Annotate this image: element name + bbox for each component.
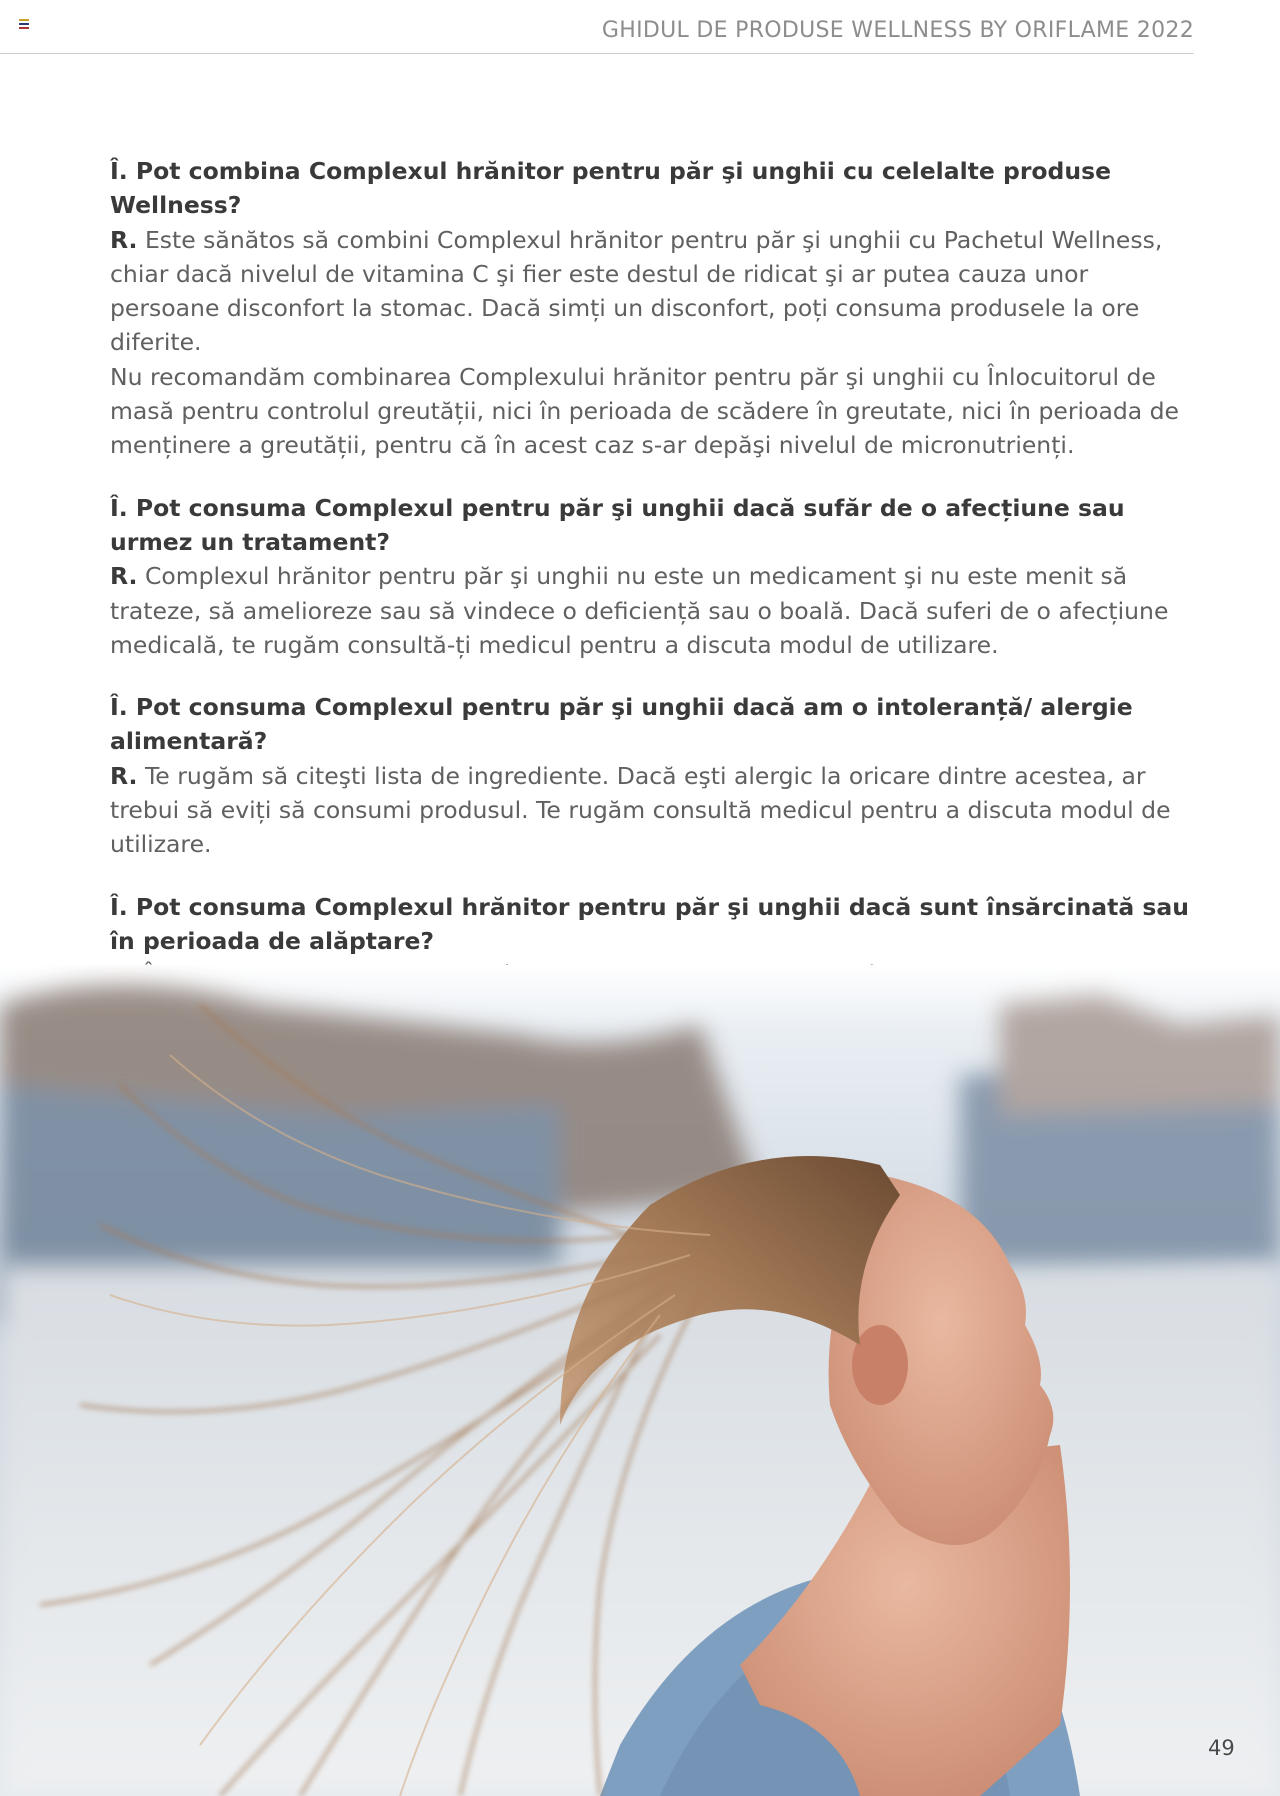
faq-answer — [110, 223, 1190, 360]
faq-item — [110, 491, 1190, 662]
menu-icon[interactable] — [19, 19, 29, 27]
faq-answer — [110, 759, 1190, 862]
faq-answer — [110, 559, 1190, 662]
faq-item — [110, 154, 1190, 463]
answer-label: R. — [110, 562, 138, 591]
answer-label: R. — [110, 761, 138, 790]
header-divider — [0, 53, 1194, 54]
answer-label: R. — [110, 225, 138, 254]
faq-answer-extra: Nu recomandăm combinarea Complexului hrănitor pentru păr şi unghii cu Înlocuitorul de masă pentru controlul greutății, nici în perioada de scădere în greutate, nici în perioada de menținere a greutății, pentru că în acest caz s-ar depăşi nivelul de micronutrienți. — [110, 362, 1180, 460]
faq-question: Î. Pot combina Complexul hrănitor pentru păr şi unghii cu celelalte produse Wellness? — [110, 157, 1112, 220]
header-title: GHIDUL DE PRODUSE WELLNESS BY ORIFLAME 2022 — [601, 18, 1194, 43]
answer-text: Complexul hrănitor pentru păr şi unghii nu este un medicament şi nu este menit să trateze, să amelioreze sau să vindece o deficiență sau o boală. Dacă suferi de o afecțiune medicală, te rugăm consultă-ți medicul pentru a discuta modul de utilizare. — [110, 562, 1169, 659]
page-number: 49 — [1208, 1736, 1235, 1760]
faq-question: Î. Pot consuma Complexul hrănitor pentru păr şi unghii dacă sunt însărcinată sau în perioada de alăptare? — [110, 892, 1189, 955]
faq-question: Î. Pot consuma Complexul pentru păr şi unghii dacă am o intoleranță/ alergie alimentară? — [110, 693, 1133, 756]
page-header — [0, 0, 1280, 56]
woman-wind-hair-photo — [0, 965, 1280, 1796]
faq-question: Î. Pot consuma Complexul pentru păr şi unghii dacă sufăr de o afecțiune sau urmez un tratament? — [110, 493, 1125, 556]
answer-text: Te rugăm să citeşti lista de ingrediente. Dacă eşti alergic la oricare dintre acestea, ar trebui să eviți să consumi produsul. Te rugăm consultă medicul pentru a discuta modul de utilizare. — [110, 761, 1171, 859]
faq-item — [110, 690, 1190, 861]
answer-text: Este sănătos să combini Complexul hrănitor pentru păr şi unghii cu Pachetul Wellness, chiar dacă nivelul de vitamina C şi fier este destul de ridicat şi ar putea cauza unor persoane disconfort la stomac. Dacă simți un disconfort, poți consuma produsele la ore diferite. — [110, 225, 1163, 357]
